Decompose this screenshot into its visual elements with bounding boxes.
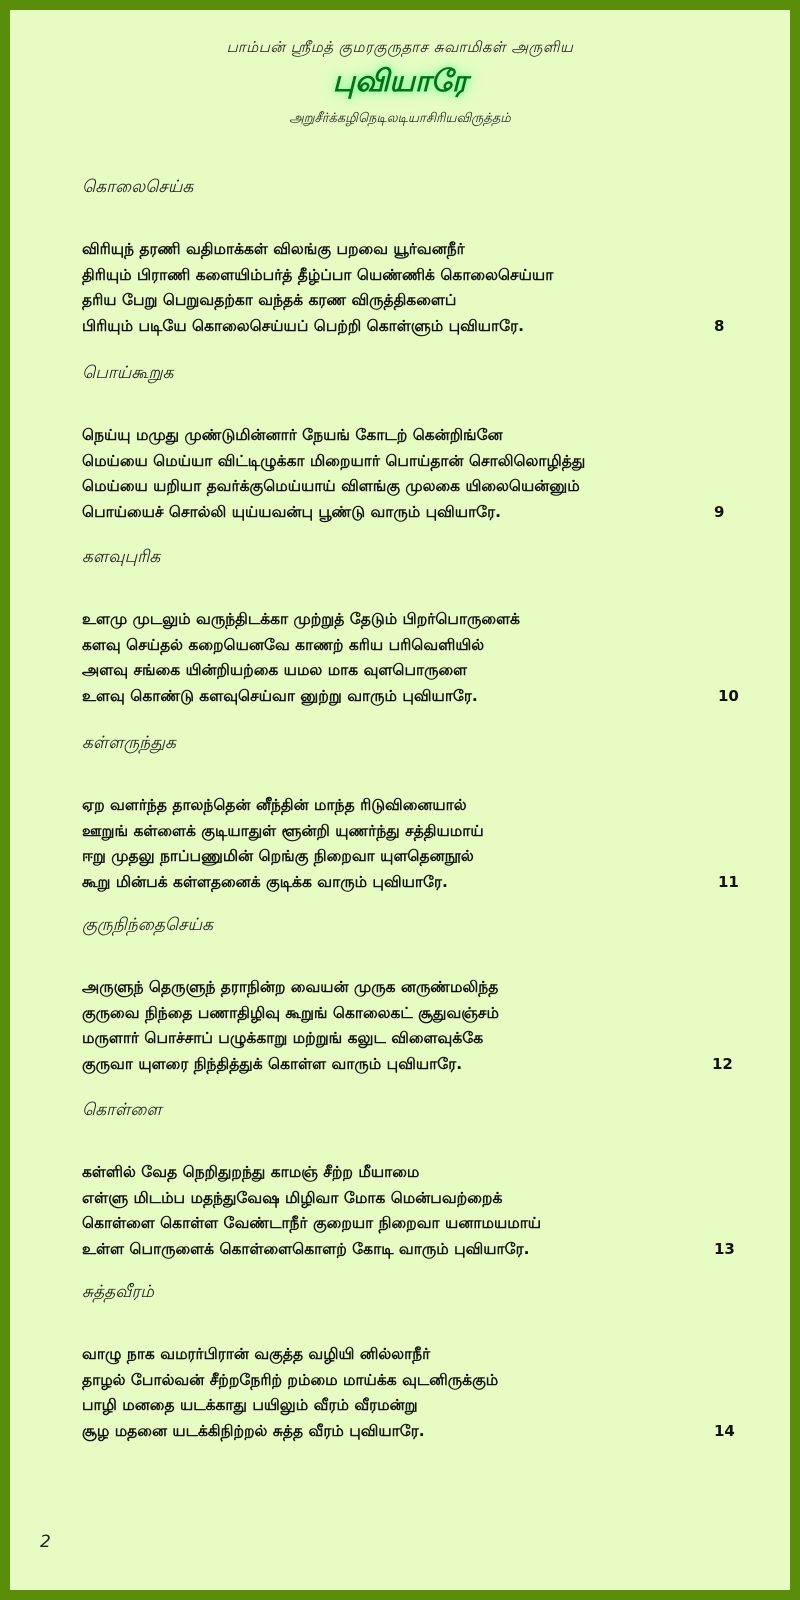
verse-line: ஈறு முதலு நாப்பணுமின் றெங்கு நிறைவா யுளதெனநூல் [82, 847, 474, 865]
verse [82, 1342, 735, 1444]
page-title: புவியாரே [332, 64, 468, 99]
verse-line [82, 314, 730, 340]
section-title: குருநிந்தைசெய்க [82, 915, 214, 935]
section-title: களவுபுரிக [82, 547, 161, 567]
verse-line-text: குருவா யுளரை நிந்தித்துக் கொள்ள வாரும் புவியாரே. [82, 1054, 463, 1073]
section-title: கொள்ளை [82, 1100, 162, 1120]
section-kallarunthuka [82, 733, 739, 895]
section-kolaiseyka [82, 177, 730, 339]
verse [82, 975, 733, 1077]
verse-line: நெய்யு மமுது முண்டுமின்னார் நேயங் கோடற் கென்றிங்னே [82, 426, 503, 444]
section-gurunindhaiseyka [82, 915, 733, 1077]
verse-line: மெய்யை மெய்யா விட்டிழுக்கா மிறையார் பொய்தான் சொலிலொழித்து [82, 451, 586, 470]
verse-number: 13 [714, 1239, 735, 1258]
verse-line: உளமு முடலும் வருந்திடக்கா முற்றுத் தேடும் பிறர்பொருளைக் [82, 610, 520, 628]
verse-number: 8 [714, 316, 725, 335]
verse-line-text: பிரியும் படியே கொலைசெய்யப் பெற்றி கொள்ளும் புவியாரே. [82, 316, 525, 335]
verse-line: மருளார் பொச்சாப் பழுக்காறு மற்றுங் கலுட விளைவுக்கே [82, 1029, 484, 1047]
verse-line: குருவை நிந்தை பணாதிழிவு கூறுங் கொலைகட் சூதுவஞ்சம் [82, 1003, 499, 1022]
verse-line-text: பொய்யைச் சொல்லி யுய்யவன்பு பூண்டு வாரும் புவியாரே. [82, 502, 502, 521]
verse [82, 607, 739, 709]
verse-line: மெய்யை யறியா தவர்க்குமெய்யாய் விளங்கு முலகை யிலையென்னும் [82, 477, 580, 495]
verse [82, 793, 739, 895]
verse-number: 9 [714, 502, 725, 521]
verse-line-text: கூறு மின்பக் கள்ளதனைக் குடிக்க வாரும் புவியாரே. [82, 872, 448, 891]
meter-subtitle: அறுசீர்க்கழிநெடிலடியாசிரியவிருத்தம் [289, 111, 511, 126]
verse-line: அருளுந் தெருளுந் தராநின்ற வையன் முருக னருண்மலிந்த [82, 978, 499, 996]
verse-number: 11 [718, 872, 739, 891]
section-title: பொய்கூறுக [82, 363, 174, 383]
verse-line: கொள்ளை கொள்ள வேண்டாநீர் குறையா நிறைவா யனாமயமாய் [82, 1214, 542, 1232]
verse-number: 10 [718, 686, 739, 705]
verse [82, 1160, 735, 1262]
verse-line: ஏற வளர்ந்த தாலந்தென் னீந்தின் மாந்த ரிடுவினையால் [82, 796, 467, 814]
verse-line [82, 1052, 733, 1078]
section-title: சுத்தவீரம் [82, 1282, 154, 1302]
verse-line [82, 500, 730, 526]
header [10, 38, 790, 127]
verse-line: கள்ளில் வேத நெறிதுறந்து காமஞ் சீற்ற மீயாமை [82, 1163, 420, 1181]
section-title: கள்ளருந்துக [82, 733, 176, 753]
verse-line: தரிய பேறு பெறுவதற்கா வந்தக் கரண விருத்திகளைப் [82, 291, 457, 309]
verse-line: களவு செய்தல் கறையெனவே காணற் கரிய பரிவெளியில் [82, 635, 485, 654]
verse-line [82, 1237, 735, 1263]
verse-line: வாழு நாக வமரர்பிரான் வகுத்த வழியி னில்லாநீர் [82, 1345, 431, 1363]
verse-number: 14 [714, 1421, 735, 1440]
verse-line: எள்ளு மிடம்ப மதந்துவேஷ மிழிவா மோக மென்பவற்றைக் [82, 1188, 503, 1207]
section-suththaveeram [82, 1282, 735, 1444]
verse-line [82, 1419, 735, 1445]
verse-line: பாழி மனதை யடக்காது பயிலும் வீரம் வீரமன்று [82, 1396, 418, 1414]
verse-line: தாழல் போல்வன் சீற்றநேரிற் றம்மை மாய்க்க வுடனிருக்கும் [82, 1370, 499, 1389]
verse [82, 423, 730, 525]
section-title: கொலைசெய்க [82, 177, 194, 197]
section-kollai [82, 1100, 735, 1262]
verse-line [82, 870, 739, 896]
verse-line-text: சூழ மதனை யடக்கிநிற்றல் சுத்த வீரம் புவியாரே. [82, 1421, 425, 1440]
verse-line-text: உளவு கொண்டு களவுசெய்வா னுற்று வாரும் புவியாரே. [82, 686, 478, 705]
verse-line: ஊறுங் கள்ளைக் குடியாதுள் ளூன்றி யுணர்ந்து சத்தியமாய் [82, 821, 484, 840]
section-kalavupurika [82, 547, 739, 709]
section-poykooruka [82, 363, 730, 525]
verse-line-text: உள்ள பொருளைக் கொள்ளைகொளற் கோடி வாரும் புவியாரே. [82, 1239, 530, 1258]
page-number: 2 [40, 1532, 51, 1552]
verse-line: விரியுந் தரணி வதிமாக்கள் விலங்கு பறவை யூர்வனநீர் [82, 240, 465, 258]
verse-line: அளவு சங்கை யின்றியற்கை யமல மாக வுளபொருளை [82, 661, 468, 679]
verse-line: திரியும் பிராணி களையிம்பர்த் தீழ்ப்பா யெண்ணிக் கொலைசெய்யா [82, 265, 554, 284]
verse-line [82, 684, 739, 710]
author-subtitle: பாம்பன் ஸ்ரீமத் குமரகுருதாச சுவாமிகள் அருளிய [226, 38, 574, 56]
verse-number: 12 [712, 1054, 733, 1073]
verse [82, 237, 730, 339]
